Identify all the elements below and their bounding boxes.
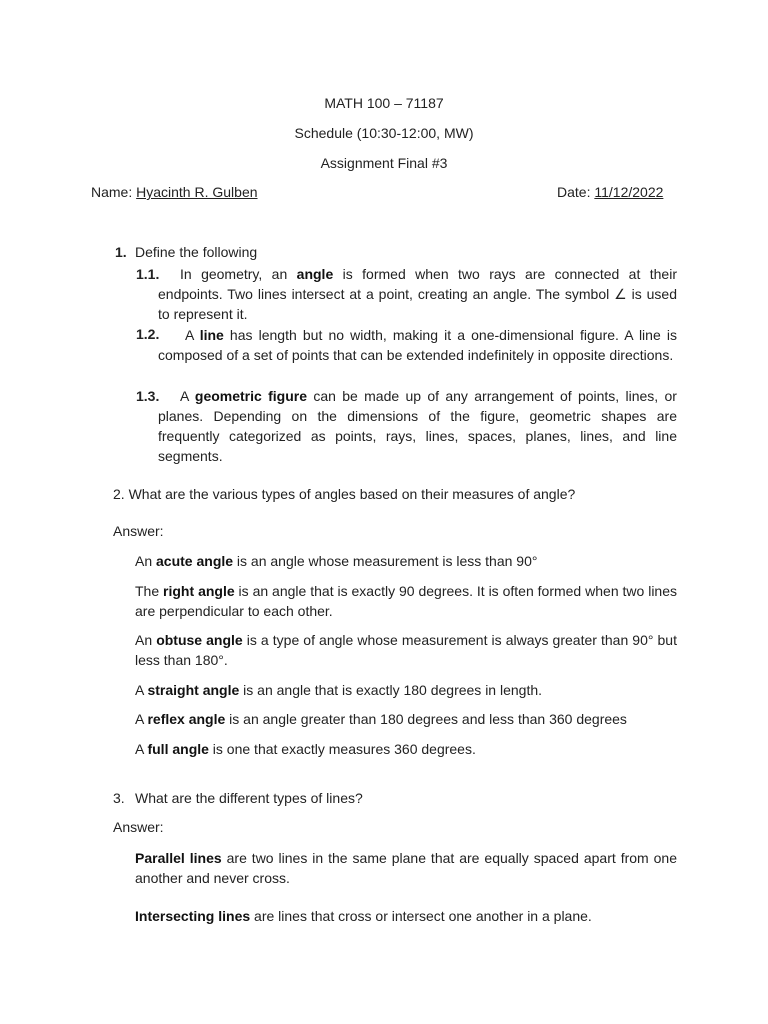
q2-answer-reflex <box>135 709 677 729</box>
answer-term: acute angle <box>156 553 234 569</box>
date-value: 11/12/2022 <box>594 184 664 200</box>
answer-text: The <box>135 583 164 599</box>
item-text: has length but no width, making it a one-dimensional figure. A line is composed of a set of points that can be extended indefinitely in opposite directions. <box>158 327 677 363</box>
answer-text: is a type of angle whose measurement is always greater than 90° but less than 180°. <box>135 632 677 668</box>
q2-answer-acute <box>135 551 677 571</box>
answer-term: Intersecting lines <box>135 908 251 924</box>
answer-text: is an angle whose measurement is less than 90° <box>233 553 538 569</box>
item-text: is formed when two rays are connected at their endpoints. Two lines intersect at a point, creating an angle. The symbol ∠ is used to represent it. <box>158 266 677 322</box>
date-label: Date: <box>557 184 595 200</box>
q3-answer-intersecting <box>135 906 677 926</box>
answer-text: is an angle that is exactly 180 degrees in length. <box>239 682 543 698</box>
answer-text: is one that exactly measures 360 degrees. <box>208 741 476 757</box>
answer-term: full angle <box>147 741 209 757</box>
course-title: MATH 100 – 71187 <box>324 95 444 111</box>
answer-term: right angle <box>163 583 235 599</box>
item-term: angle <box>296 266 334 282</box>
name-row <box>91 184 258 200</box>
q2-answer-full <box>135 739 677 759</box>
answer-text: are lines that cross or intersect one another in a plane. <box>250 908 592 924</box>
answer-term: reflex angle <box>147 711 226 727</box>
answer-term: obtuse angle <box>156 632 243 648</box>
q2-answer-straight <box>135 680 677 700</box>
answer-text: is an angle that is exactly 90 degrees. It is often formed when two lines are perpendicular to each other. <box>135 583 678 619</box>
item-term: line <box>199 327 224 343</box>
q3-answer-parallel <box>135 848 677 888</box>
item-text: A <box>185 327 200 343</box>
q3-number: 3. <box>113 790 125 806</box>
q2-answer-label: Answer: <box>113 523 164 539</box>
answer-text: An <box>135 553 157 569</box>
answer-text: An <box>135 632 157 648</box>
q3-question: What are the different types of lines? <box>135 790 363 806</box>
answer-text: are two lines in the same plane that are equally spaced apart from one another and never cross. <box>135 850 677 886</box>
q1-item-angle <box>158 264 677 324</box>
q1-item-number: 1.1. <box>136 266 160 282</box>
item-text: can be made up of any arrangement of points, lines, or planes. Depending on the dimensions of the figure, geometric shapes are frequently categorized as points, rays, lines, spaces, planes, lines, and line segments. <box>158 388 677 464</box>
item-text: A <box>180 388 195 404</box>
q2-answer-right <box>135 581 677 621</box>
q1-item-line <box>158 325 677 365</box>
answer-term: Parallel lines <box>135 850 222 866</box>
answer-term: straight angle <box>147 682 240 698</box>
answer-text: A <box>135 741 148 757</box>
assignment-title: Assignment Final #3 <box>320 155 448 171</box>
name-label: Name: <box>91 184 137 200</box>
q1-title: Define the following <box>135 244 258 260</box>
q2-answer-obtuse <box>135 630 677 670</box>
answer-text: A <box>135 711 148 727</box>
name-value: Hyacinth R. Gulben <box>136 184 258 200</box>
q3-answer-label: Answer: <box>113 819 164 835</box>
answer-text: A <box>135 682 148 698</box>
schedule-line: Schedule (10:30-12:00, MW) <box>294 125 474 141</box>
q1-item-number: 1.3. <box>136 388 160 404</box>
item-text: In geometry, an <box>180 266 297 282</box>
q2-question: 2. What are the various types of angles based on their measures of angle? <box>113 486 576 502</box>
q1-item-geometric-figure <box>158 386 677 466</box>
q1-number: 1. <box>115 244 127 260</box>
answer-text: is an angle greater than 180 degrees and less than 360 degrees <box>225 711 627 727</box>
q1-item-number: 1.2. <box>136 326 160 342</box>
item-term: geometric figure <box>194 388 308 404</box>
date-row <box>557 184 663 200</box>
